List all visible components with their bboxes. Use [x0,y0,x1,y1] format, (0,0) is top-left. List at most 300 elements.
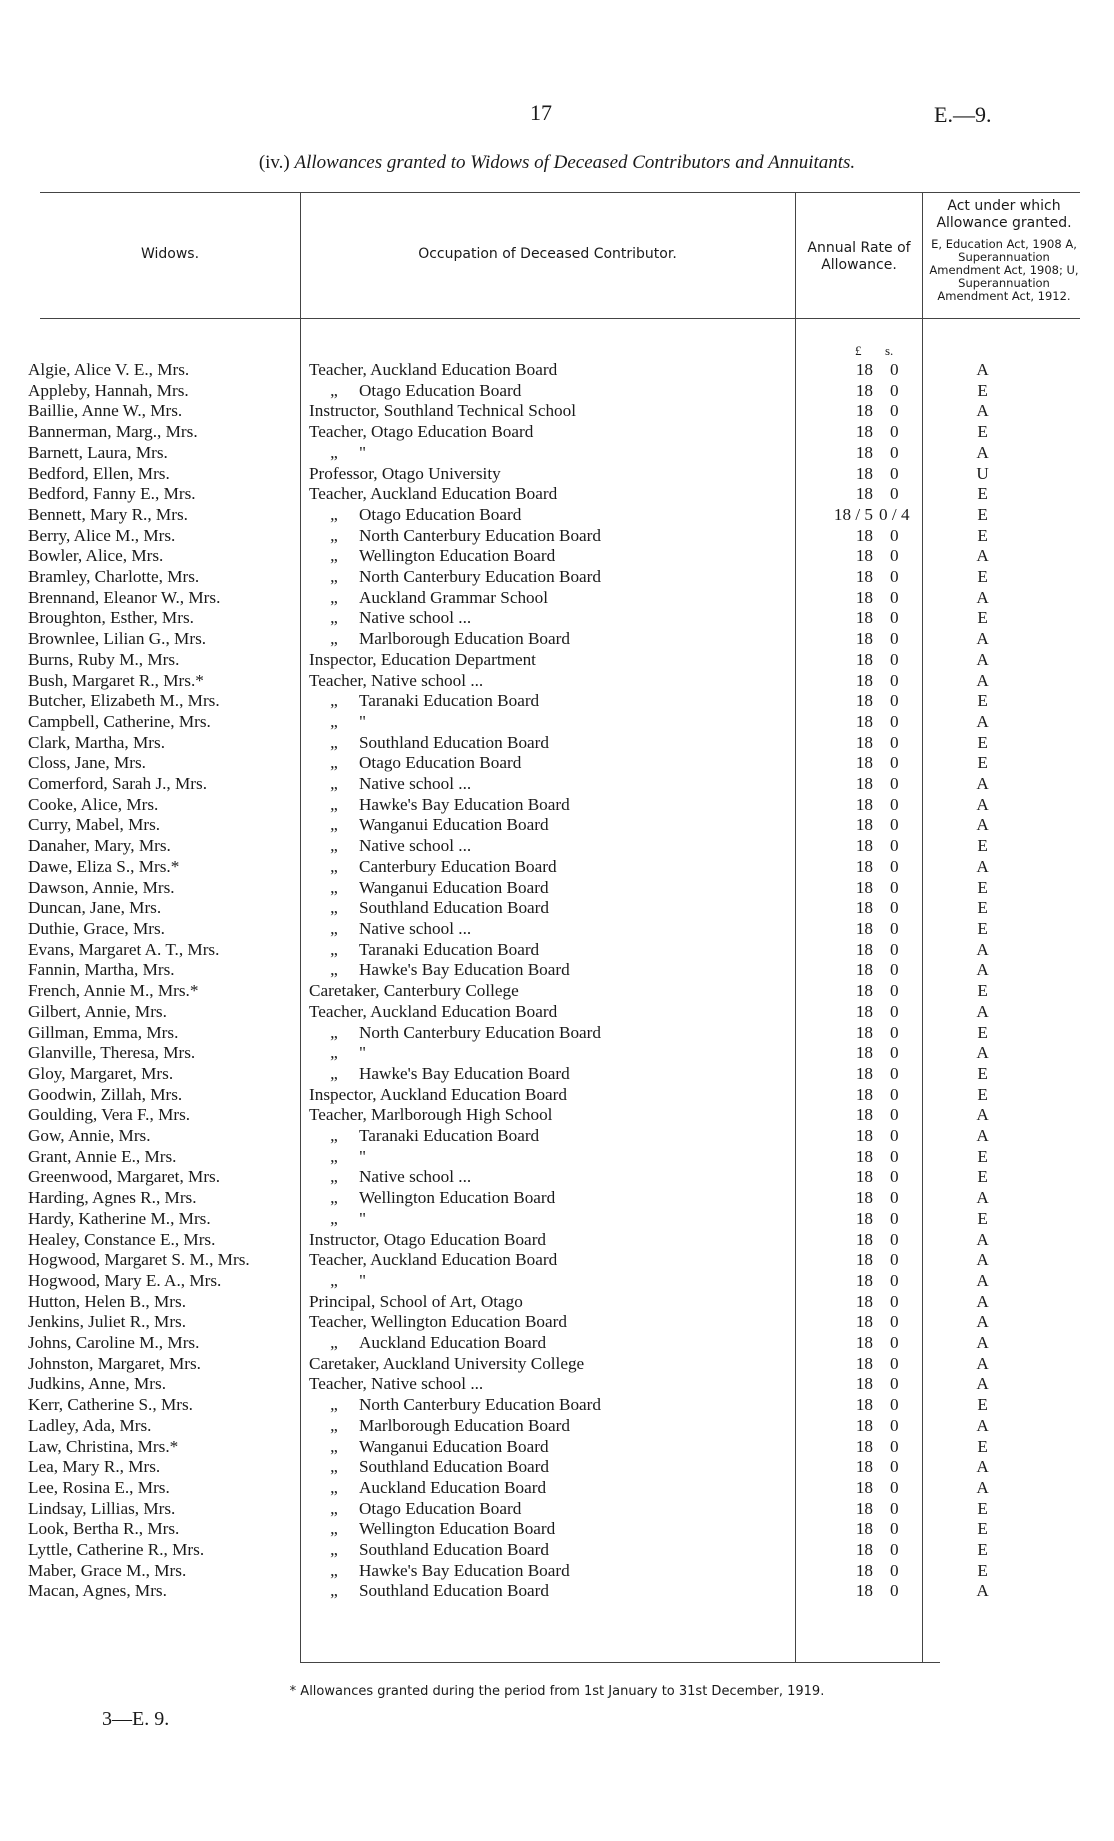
allowance-pounds: 18 [855,670,873,690]
allowance-shillings: 0 [889,1291,899,1311]
widow-name: Law, Christina, Mrs.* [28,1436,179,1456]
occupation-text: Otago Education Board [359,753,522,773]
shillings-unit: s. [885,343,894,358]
ditto-mark: „ [330,753,338,773]
widow-name: Johnston, Margaret, Mrs. [28,1353,201,1373]
allowance-pounds: 18 [855,794,873,814]
allowance-shillings: 0 [889,1208,899,1228]
table-row [28,401,1048,422]
act-code: A [976,360,989,379]
document-reference: E.—9. [934,102,992,127]
occupation [300,1188,829,1209]
table-row [28,381,1048,402]
allowance-pounds: 18 [855,1043,873,1063]
ditto-mark: „ [330,546,338,566]
act-code: A [976,1581,989,1601]
act-code: A [976,815,989,835]
widow-name: Dawe, Eliza S., Mrs.* [28,856,180,876]
occupation: Teacher, Native school ... [309,1374,484,1394]
act-code: E [977,422,988,442]
occupation: Professor, Otago University [309,463,501,483]
widow-name: Duncan, Jane, Mrs. [28,898,162,918]
ditto-mark: „ [330,567,338,587]
allowance-shillings: 0 [889,525,899,545]
allowance-shillings: 0 [889,629,899,649]
table-bottom-rule [300,1662,940,1663]
table-row [28,1333,1048,1354]
table-row [28,1292,1048,1313]
table-row [28,546,1048,567]
act-code: E [977,1519,988,1539]
occupation [300,1478,829,1499]
occupation: Teacher, Auckland Education Board [309,1250,558,1270]
ditto-mark: „ [330,504,338,524]
allowance-pounds: 18 [855,1477,873,1497]
widow-name: Baillie, Anne W., Mrs. [28,401,183,421]
allowance-pounds: 18 [855,525,873,545]
allowance-shillings: 0 [889,587,899,607]
allowance-shillings: 0 [889,1436,899,1456]
act-code: E [977,836,988,856]
occupation-text: Auckland Education Board [359,1477,547,1497]
allowance-shillings: 0 [889,546,899,566]
allowance-pounds: 18 [855,587,873,607]
occupation: Instructor, Southland Technical School [309,401,577,421]
allowance-shillings: 0 [889,1188,899,1208]
allowance-shillings: 0 [889,1063,899,1083]
act-code: E [977,753,988,773]
occupation-text: Native school ... [359,608,472,628]
occupation [300,857,829,878]
widow-name: Goulding, Vera F., Mrs. [28,1105,191,1125]
widow-name: Lee, Rosina E., Mrs. [28,1477,170,1497]
occupation-text: Auckland Grammar School [359,587,549,607]
widow-name: Hardy, Katherine M., Mrs. [28,1208,211,1228]
act-code: A [976,1374,989,1394]
act-code: A [976,794,989,814]
ditto-mark: „ [330,1498,338,1518]
widow-name: Jenkins, Juliet R., Mrs. [28,1312,187,1332]
table-row [28,1126,1048,1147]
allowance-shillings: 0 [889,567,899,587]
allowance-pounds: 18 [855,815,873,835]
table-row [28,1147,1048,1168]
allowance-shillings: 0 [889,1477,899,1497]
table-row [28,1519,1048,1540]
table-row [28,1250,1048,1271]
act-code: E [977,1146,988,1166]
widow-name: Grant, Annie E., Mrs. [28,1146,177,1166]
occupation: Teacher, Auckland Education Board [309,484,558,504]
allowance-shillings: 0 [889,1043,899,1063]
allowance-pounds: 18 [855,918,873,938]
table-row [28,898,1048,919]
widow-name: Hutton, Helen B., Mrs. [28,1291,187,1311]
act-code: E [977,918,988,938]
signature-mark: 3—E. 9. [102,1708,170,1730]
table-row [28,1271,1048,1292]
allowance-shillings: 0 [889,1333,899,1353]
widow-name: Dawson, Annie, Mrs. [28,877,175,897]
allowance-pounds: 18 [855,1105,873,1125]
ditto-mark: „ [330,711,338,731]
widow-name: Hogwood, Mary E. A., Mrs. [28,1270,222,1290]
allowance-shillings: 0 [889,649,899,669]
ditto-mark: „ [330,877,338,897]
occupation-text: Taranaki Education Board [359,939,540,959]
allowance-shillings: 0 / 4 [879,504,910,524]
allowance-shillings: 0 [889,1498,899,1518]
table-row [28,1312,1048,1333]
ditto-mark: „ [330,1560,338,1580]
table-row [28,671,1048,692]
act-code: E [977,1167,988,1187]
occupation [300,567,829,588]
allowance-pounds: 18 [855,1146,873,1166]
occupation [300,774,829,795]
allowance-pounds: 18 [855,856,873,876]
widow-name: Bennett, Mary R., Mrs. [28,504,188,524]
ditto-mark: „ [330,1022,338,1042]
header-occupation: Occupation of Deceased Contributor. [418,246,677,262]
allowance-shillings: 0 [889,608,899,628]
header-bottom-rule [40,318,1080,319]
occupation [300,1457,829,1478]
occupation-text: Southland Education Board [359,1457,549,1477]
table-row [28,650,1048,671]
table-row [28,1499,1048,1520]
act-code: A [976,1126,989,1146]
ditto-mark: „ [330,1188,338,1208]
allowance-pounds: 18 [855,877,873,897]
table-row [28,1043,1048,1064]
allowance-pounds: 18 [855,1457,873,1477]
allowance-shillings: 0 [889,1312,899,1332]
allowance-pounds: 18 [855,1333,873,1353]
table-row [28,795,1048,816]
occupation-text: Wellington Education Board [359,1519,556,1539]
allowance-pounds: 18 [855,774,873,794]
table-row [28,981,1048,1002]
widow-name: Clark, Martha, Mrs. [28,732,165,752]
occupation [300,526,829,547]
occupation [300,1416,829,1437]
occupation: Teacher, Wellington Education Board [309,1312,567,1332]
occupation: Teacher, Marlborough High School [309,1105,553,1125]
occupation [300,1561,829,1582]
act-code: A [976,1457,989,1477]
occupation-text: Southland Education Board [359,1540,549,1560]
ditto-mark: „ [330,1146,338,1166]
table-row [28,1188,1048,1209]
header-widows: Widows. [140,246,200,262]
allowance-pounds: 18 [855,1581,873,1601]
table-row [28,1209,1048,1230]
ditto-mark: „ [330,1270,338,1290]
occupation: Teacher, Auckland Education Board [309,1001,558,1021]
allowance-pounds: 18 [855,960,873,980]
act-code: A [976,1043,989,1063]
ditto-mark: „ [330,587,338,607]
occupation [300,1064,829,1085]
act-code: A [976,774,989,794]
occupation [300,1499,829,1520]
occupation [300,381,829,402]
occupation [300,733,829,754]
allowance-shillings: 0 [889,794,899,814]
allowance-pounds: 18 [855,1436,873,1456]
table-row [28,1105,1048,1126]
occupation [300,691,829,712]
widow-name: Burns, Ruby M., Mrs. [28,649,180,669]
act-code: A [976,1333,989,1353]
allowance-pounds: 18 [855,401,873,421]
occupation: Caretaker, Auckland University College [309,1353,585,1373]
allowance-shillings: 0 [889,670,899,690]
allowance-shillings: 0 [889,753,899,773]
act-code: E [977,525,988,545]
ditto-mark: „ [330,1395,338,1415]
table-row [28,360,1048,381]
table-row [28,422,1048,443]
widow-name: Hogwood, Margaret S. M., Mrs. [28,1250,250,1270]
widow-name: Goodwin, Zillah, Mrs. [28,1084,183,1104]
occupation-text: Wanganui Education Board [359,815,549,835]
allowance-pounds: 18 [855,360,873,379]
allowance-shillings: 0 [889,1519,899,1539]
allowance-pounds: 18 [855,1250,873,1270]
allowance-shillings: 0 [889,836,899,856]
occupation-text: " [359,1146,367,1166]
ditto-mark: „ [330,960,338,980]
occupation [300,795,829,816]
table-row [28,526,1048,547]
widow-name: Healey, Constance E., Mrs. [28,1229,216,1249]
act-code: A [976,1353,989,1373]
header-rate: Annual Rate of Allowance. [807,240,911,273]
occupation-text: Native school ... [359,918,472,938]
allowance-pounds: 18 [855,1167,873,1187]
occupation [300,443,829,464]
allowances-table [28,360,1048,1602]
occupation-text: Native school ... [359,836,472,856]
allowance-pounds: 18 [855,753,873,773]
occupation-text: Taranaki Education Board [359,1126,540,1146]
widow-name: Glanville, Theresa, Mrs. [28,1043,196,1063]
ditto-mark: „ [330,1126,338,1146]
allowance-pounds: 18 [855,1001,873,1021]
act-code: A [976,629,989,649]
act-code: A [976,1415,989,1435]
act-code: A [976,1291,989,1311]
act-code: A [976,442,989,462]
allowance-shillings: 0 [889,898,899,918]
ditto-mark: „ [330,939,338,959]
widow-name: Gillman, Emma, Mrs. [28,1022,179,1042]
occupation: Teacher, Native school ... [309,670,484,690]
table-row [28,608,1048,629]
ditto-mark: „ [330,629,338,649]
occupation-text: Wanganui Education Board [359,877,549,897]
occupation [300,505,829,526]
allowance-pounds: 18 / 5 [833,504,873,524]
widow-name: Bowler, Alice, Mrs. [28,546,164,566]
occupation-text: Auckland Education Board [359,1333,547,1353]
allowance-shillings: 0 [889,1022,899,1042]
act-code: U [976,463,989,483]
occupation-text: North Canterbury Education Board [359,1022,601,1042]
widow-name: Evans, Margaret A. T., Mrs. [28,939,220,959]
allowance-shillings: 0 [889,1084,899,1104]
allowance-shillings: 0 [889,1126,899,1146]
table-row [28,484,1048,505]
caption-prefix: (iv.) [258,152,290,173]
act-code: E [977,1498,988,1518]
widow-name: French, Annie M., Mrs.* [28,981,199,1001]
table-row [28,919,1048,940]
table-row [28,712,1048,733]
ditto-mark: „ [330,1415,338,1435]
allowance-shillings: 0 [889,484,899,504]
occupation [300,878,829,899]
widow-name: Algie, Alice V. E., Mrs. [28,360,190,379]
act-code: A [976,856,989,876]
act-code: E [977,380,988,400]
occupation-text: Otago Education Board [359,380,522,400]
table-row [28,588,1048,609]
table-row [28,1167,1048,1188]
allowance-shillings: 0 [889,1270,899,1290]
allowance-shillings: 0 [889,1395,899,1415]
widow-name: Bannerman, Marg., Mrs. [28,422,198,442]
act-code: E [977,877,988,897]
allowance-shillings: 0 [889,401,899,421]
allowance-pounds: 18 [855,1022,873,1042]
table-row [28,1374,1048,1395]
allowance-shillings: 0 [889,422,899,442]
allowance-pounds: 18 [855,422,873,442]
occupation-text: Hawke's Bay Education Board [359,794,570,814]
act-code: A [976,1250,989,1270]
occupation [300,629,829,650]
allowance-pounds: 18 [855,1519,873,1539]
widow-name: Berry, Alice M., Mrs. [28,525,176,545]
allowance-pounds: 18 [855,732,873,752]
ditto-mark: „ [330,1436,338,1456]
allowance-shillings: 0 [889,1001,899,1021]
occupation: Instructor, Otago Education Board [309,1229,547,1249]
occupation [300,608,829,629]
act-code: E [977,1208,988,1228]
allowance-shillings: 0 [889,856,899,876]
allowance-pounds: 18 [855,1395,873,1415]
widow-name: Harding, Agnes R., Mrs. [28,1188,197,1208]
act-code: E [977,484,988,504]
allowance-pounds: 18 [855,1229,873,1249]
occupation-text: North Canterbury Education Board [359,525,601,545]
occupation [300,1147,829,1168]
widow-name: Fannin, Martha, Mrs. [28,960,175,980]
allowance-pounds: 18 [855,1540,873,1560]
allowance-pounds: 18 [855,1063,873,1083]
allowance-shillings: 0 [889,877,899,897]
occupation [300,940,829,961]
ditto-mark: „ [330,1063,338,1083]
allowance-shillings: 0 [889,1146,899,1166]
allowance-pounds: 18 [855,1312,873,1332]
occupation [300,1540,829,1561]
table-row [28,940,1048,961]
allowance-shillings: 0 [889,1167,899,1187]
act-code: A [976,1270,989,1290]
occupation: Inspector, Auckland Education Board [309,1084,568,1104]
allowance-shillings: 0 [889,815,899,835]
act-code: A [976,939,989,959]
ditto-mark: „ [330,1519,338,1539]
occupation-text: Wanganui Education Board [359,1436,549,1456]
allowance-pounds: 18 [855,442,873,462]
ditto-mark: „ [330,815,338,835]
ditto-mark: „ [330,898,338,918]
ditto-mark: „ [330,732,338,752]
allowance-shillings: 0 [889,711,899,731]
table-row [28,691,1048,712]
ditto-mark: „ [330,1457,338,1477]
act-code: E [977,898,988,918]
occupation [300,1271,829,1292]
act-code: A [976,1001,989,1021]
table-row [28,1064,1048,1085]
allowance-pounds: 18 [855,567,873,587]
allowance-shillings: 0 [889,1105,899,1125]
allowance-shillings: 0 [889,1229,899,1249]
occupation-text: Southland Education Board [359,732,549,752]
allowance-shillings: 0 [889,1415,899,1435]
allowance-pounds: 18 [855,463,873,483]
ditto-mark: „ [330,1167,338,1187]
allowance-pounds: 18 [855,981,873,1001]
allowance-pounds: 18 [855,691,873,711]
occupation [300,1023,829,1044]
occupation-text: Wellington Education Board [359,546,556,566]
ditto-mark: „ [330,380,338,400]
act-code: E [977,732,988,752]
allowance-shillings: 0 [889,732,899,752]
widow-name: Bramley, Charlotte, Mrs. [28,567,200,587]
table-caption [0,152,1114,174]
page-number: 17 [530,100,552,125]
widow-name: Barnett, Laura, Mrs. [28,442,168,462]
ditto-mark: „ [330,1208,338,1228]
table-row [28,629,1048,650]
table-row [28,1581,1048,1602]
occupation: Caretaker, Canterbury College [309,981,519,1001]
allowance-pounds: 18 [855,546,873,566]
header-top-rule [40,192,1080,193]
widow-name: Broughton, Esther, Mrs. [28,608,194,628]
act-code: A [976,546,989,566]
table-row [28,443,1048,464]
allowance-pounds: 18 [855,484,873,504]
occupation [300,712,829,733]
table-body [28,360,1048,1602]
table-row [28,1354,1048,1375]
allowance-pounds: 18 [855,939,873,959]
widow-name: Duthie, Grace, Mrs. [28,918,165,938]
act-code: E [977,1436,988,1456]
allowance-pounds: 18 [855,1270,873,1290]
allowance-shillings: 0 [889,774,899,794]
